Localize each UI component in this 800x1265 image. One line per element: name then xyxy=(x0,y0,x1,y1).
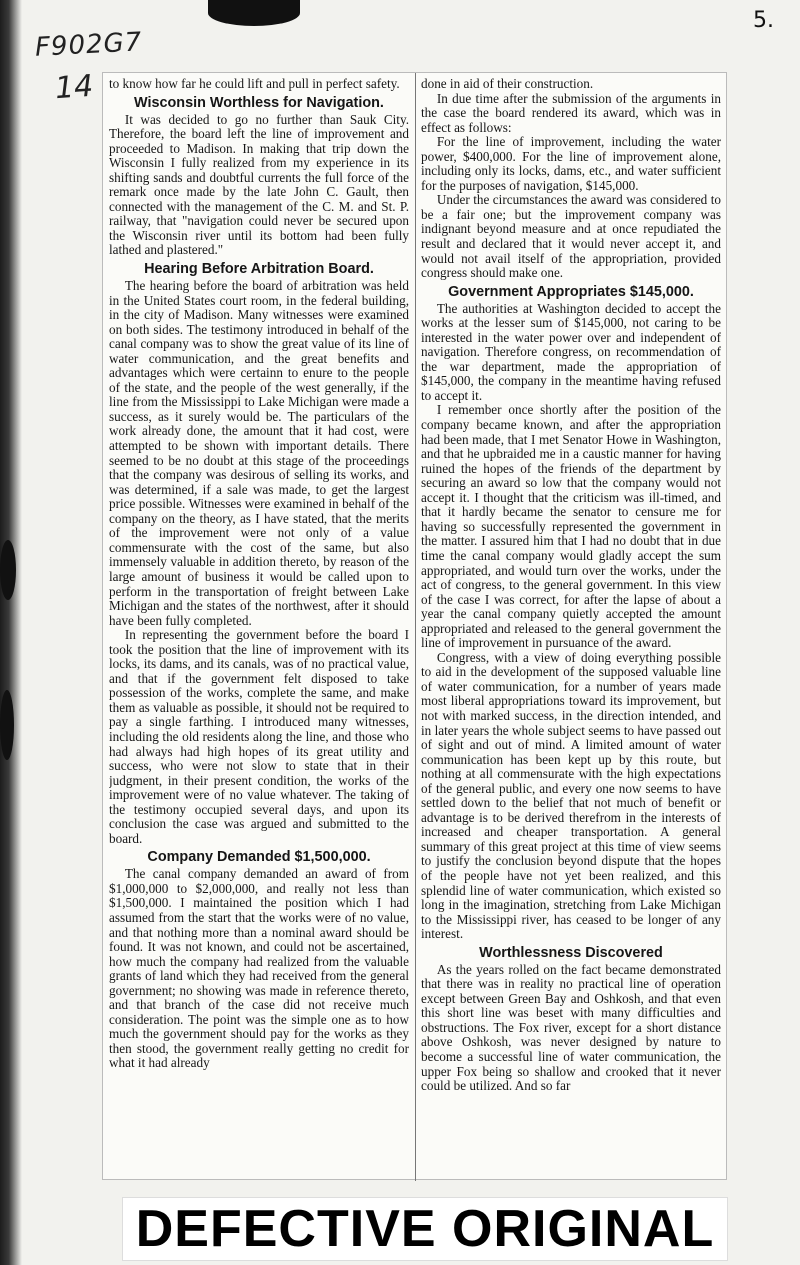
section-heading: Company Demanded $1,500,000. xyxy=(147,849,371,866)
article-paragraph: For the line of improvement, including the water power, $400,000. For the line of improvement alone, including only its locks, dams, etc., and water sufficient for the purposes of navigation, $145,000. xyxy=(421,134,721,193)
ink-blot xyxy=(0,690,14,760)
article-paragraph: In due time after the submission of the arguments in the case the board rendered its award, which was in effect as follows: xyxy=(421,90,721,135)
article-paragraph: It was decided to go no further than Sauk City. Therefore, the board left the line of improvement and proceeded to Madison. In making that trip down the Wisconsin I fully realized from my experience in its shifting sands and doubtful currents the full force of the remark once made by the late John C. Gault, then connected with the management of the C. M. and St. P. railway, that "navigation could never be secured upon the Wisconsin river until its bottom had been fully lathed and plastered." xyxy=(109,111,409,258)
article-paragraph: In representing the government before the board I took the position that the line of improvement with its locks, its dams, and its canals, was of no practical value, and that if the government felt disposed to take possession of the works, complete the same, and make them as valuable as possible, it should not be required to pay a single farthing. I introduced many witnesses, including the old residents along the line, and those who had always had high hopes of its great utility and success, who were not slow to state that in their judgment, in their present condition, the works of the improvement were of no value whatever. The taking of the testimony occupied several days, and upon its conclusion the case was argued and submitted to the board. xyxy=(109,627,409,846)
article-paragraph: I remember once shortly after the position of the company became known, and after the appropriation had been made, that I met Senator Howe in Washington, and that he upbraided me in a caustic manner for having ruined the hopes of the friends of the department by securing an award so low that the company would not accept it. I thought that the criticism was ill-timed, and that it hardly became the senator to censure me for having so successfully represented the government in the matter. I assured him that I had no doubt that in due time the canal company would gladly accept the sum appropriated, and would turn over the works, under the act of congress, to the general government. In this view of the case I was correct, for after the lapse of about a year the canal company quietly accepted the amount appropriated and released to the general government the line of improvement in pursuance of the award. xyxy=(421,402,721,651)
section-heading: Worthlessness Discovered xyxy=(479,944,663,961)
ink-blot xyxy=(208,0,300,26)
article-paragraph: As the years rolled on the fact became demonstrated that there was in reality no practical line of operation except between Green Bay and Oshkosh, and that even this short line was beset with many difficulties and obstructions. The Fox river, except for a short distance above Oshkosh, was never designed by nature to become a successful line of water communication, the upper Fox being so shallow and crooked that it never could be utilized. And so far xyxy=(421,961,721,1094)
ink-blot xyxy=(0,540,16,600)
column-divider xyxy=(415,73,416,1181)
section-heading: Government Appropriates $145,000. xyxy=(448,283,694,300)
article-paragraph: Under the circumstances the award was considered to be a fair one; but the improvement company was indignant beyond measure and at once repudiated the result and declared that it would never accept it, and would not avail itself of the appropriation, provided congress should make one. xyxy=(421,192,721,281)
scan-dark-edge xyxy=(0,0,22,1265)
article-paragraph: Congress, with a view of doing everything possible to aid in the development of the supposed valuable line of water communication, for a number of years made most liberal appropriations toward its improvement, but not with marked success, in the direction intended, and in later years the whole subject seems to have passed out of sight and out of mind. A limited amount of water communication has been kept up by this route, but nothing at all commensurate with the high expectations of the general public, and every one now seems to have settled down to the belief that not much of benefit or advantage is to be derived therefrom in the interests of increased and cheaper transportation. A general summary of this great project at this time of view seems to justify the conclusion beyond dispute that the hopes of the people have not yet been realized, and this splendid line of water communication, which existed so long in the imagination, stretching from Lake Michigan to the Mississippi river, has ceased to be longer of any interest. xyxy=(421,649,721,942)
section-heading: Hearing Before Arbitration Board. xyxy=(144,261,374,278)
handwritten-mark: 14 xyxy=(53,68,95,107)
article-paragraph: done in aid of their construction. xyxy=(421,77,594,91)
article-paragraph: The authorities at Washington decided to accept the works at the lesser sum of $145,000, not caring to be interested in the water power over and independent of navigation. Therefore congress, on recommendation of the war department, made the appropriation of $145,000, the company in the meantime having refused to accept it. xyxy=(421,300,721,403)
newspaper-clipping xyxy=(102,72,727,1180)
article-paragraph: The hearing before the board of arbitration was held in the United States court room, in the federal building, in the city of Madison. Many witnesses were examined on both sides. The testimony introduced in behalf of the canal company was to show the great value of its line of water communication, and the great benefits and advantages which were certainn to enure to the people of the state, and the people of the west generally, if the line from the Mississippi to Lake Michigan were made a success, as it surely would be. The particulars of the work already done, the amount that it had cost, were attempted to be shown with important details. There seemed to be no doubt at this stage of the proceedings that the company was desirous of selling its works, and was determined, if a sale was made, to get the largest price possible. Witnesses were examined in behalf of the company on the theory, as I have stated, that the merits of the improvement were not only of a value commensurate with the cost of the same, but also immensely valuable in addition thereto, by reason of the large amount of business it would be called upon to perform in the transportation of freight between Lake Michigan and the states of the northwest, after it should have been fully completed. xyxy=(109,278,409,628)
left-column xyxy=(109,77,409,1175)
article-paragraph: to know how far he could lift and pull in perfect safety. xyxy=(109,77,400,91)
page-number: 5. xyxy=(753,8,774,33)
handwritten-archive-code: F902G7 xyxy=(34,27,143,63)
right-column xyxy=(421,77,721,1175)
defective-original-stamp: DEFECTIVE ORIGINAL xyxy=(122,1197,728,1261)
article-paragraph: The canal company demanded an award of from $1,000,000 to $2,000,000, and really not less than $1,500,000. I maintained the position which I had assumed from the start that the works were of no value, and that nothing more than a nominal award should be found. It was not known, and could not be ascertained, how much the company had realized from the valuable grants of land which they had received from the general government; no showing was made in reference thereto, and that branch of the case did not receive much consideration. The point was the simple one as to how much the government should pay for the works as they then stood, the government really getting no credit for what it had already xyxy=(109,866,409,1071)
section-heading: Wisconsin Worthless for Navigation. xyxy=(134,94,384,111)
